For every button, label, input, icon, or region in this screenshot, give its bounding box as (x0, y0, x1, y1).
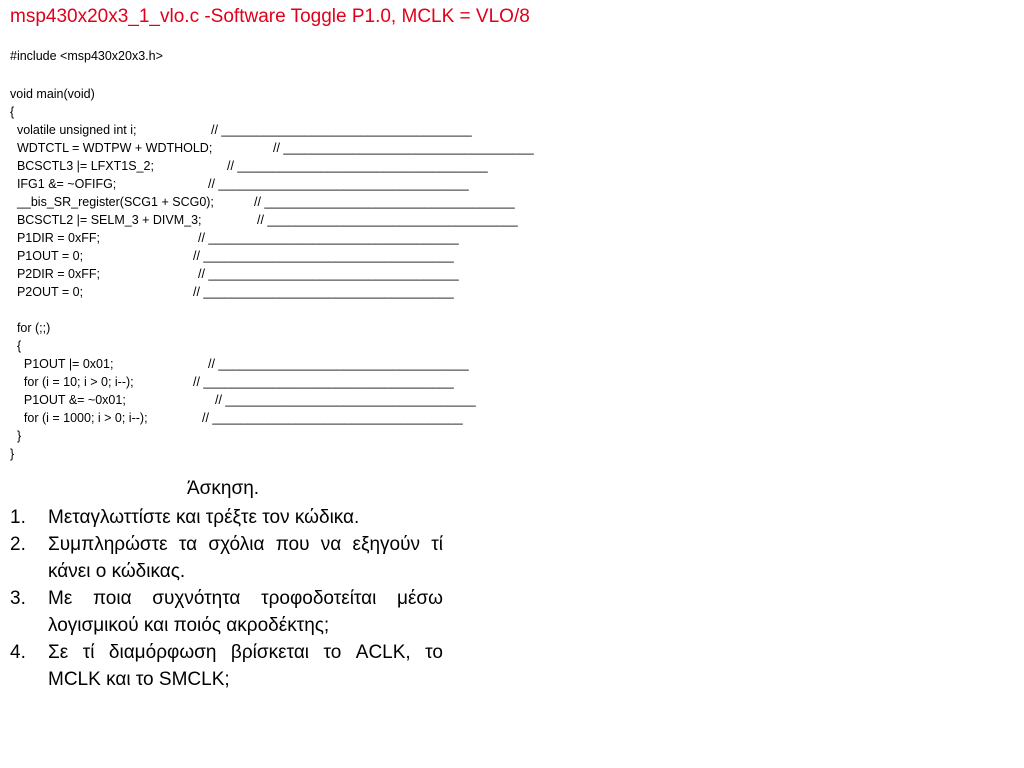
code-statement: BCSCTL2 |= SELM_3 + DIVM_3; (10, 213, 202, 227)
item-text: Σε τί διαμόρφωση βρίσκεται το ACLK, το MCLK και το SMCLK; (48, 642, 443, 690)
item-text: Μεταγλωττίστε και τρέξτε τον κώδικα. (48, 507, 360, 528)
comment-blank: // ____________________________________ (254, 195, 515, 209)
code-statement: __bis_SR_register(SCG1 + SCG0); (10, 195, 214, 209)
item-number: 4. (10, 642, 26, 663)
code-statement: BCSCTL3 |= LFXT1S_2; (10, 159, 154, 173)
list-item (10, 531, 443, 585)
item-number: 1. (10, 507, 26, 528)
comment-blank: // ____________________________________ (257, 213, 518, 227)
code-statement: P1OUT |= 0x01; (10, 357, 114, 371)
code-statement: P1DIR = 0xFF; (10, 231, 100, 245)
comment-blank: // ____________________________________ (215, 393, 476, 407)
include-directive: #include <msp430x20x3.h> (10, 49, 163, 63)
comment-blank: // ____________________________________ (273, 141, 534, 155)
code-statement: WDTCTL = WDTPW + WDTHOLD; (10, 141, 213, 155)
comment-blank: // ____________________________________ (193, 249, 454, 263)
comment-blank: // ____________________________________ (227, 159, 488, 173)
comment-blank: // ____________________________________ (211, 123, 472, 137)
comment-blank: // ____________________________________ (202, 411, 463, 425)
code-statement: for (i = 10; i > 0; i--); (10, 375, 134, 389)
item-number: 3. (10, 588, 26, 609)
exercise-heading: Άσκηση. (187, 478, 260, 499)
code-statement: { (10, 105, 15, 119)
item-number: 2. (10, 534, 26, 555)
list-item (10, 639, 443, 693)
comment-blank: // ____________________________________ (208, 357, 469, 371)
code-statement: { (10, 339, 22, 353)
comment-blank: // ____________________________________ (198, 231, 459, 245)
code-statement: } (10, 447, 15, 461)
comment-blank: // ____________________________________ (193, 285, 454, 299)
code-statement: P2DIR = 0xFF; (10, 267, 100, 281)
item-text: Συμπληρώστε τα σχόλια που να εξηγούν τί κάνει ο κώδικας. (48, 534, 443, 582)
list-item (10, 504, 443, 531)
code-statement: P1OUT = 0; (10, 249, 84, 263)
list-item (10, 585, 443, 639)
code-statement: void main(void) (10, 87, 95, 101)
code-statement: } (10, 429, 22, 443)
comment-blank: // ____________________________________ (198, 267, 459, 281)
comment-blank: // ____________________________________ (193, 375, 454, 389)
exercise-list (10, 504, 443, 693)
page-title: msp430x20x3_1_vlo.c -Software Toggle P1.0, MCLK = VLO/8 (10, 6, 530, 27)
code-statement: P1OUT &= ~0x01; (10, 393, 126, 407)
code-statement: for (i = 1000; i > 0; i--); (10, 411, 148, 425)
code-statement: P2OUT = 0; (10, 285, 84, 299)
item-text: Με ποια συχνότητα τροφοδοτείται μέσω λογισμικού και ποιός ακροδέκτης; (48, 588, 443, 636)
code-statement: IFG1 &= ~OFIFG; (10, 177, 117, 191)
code-statement: for (;;) (10, 321, 51, 335)
comment-blank: // ____________________________________ (208, 177, 469, 191)
code-statement: volatile unsigned int i; (10, 123, 137, 137)
